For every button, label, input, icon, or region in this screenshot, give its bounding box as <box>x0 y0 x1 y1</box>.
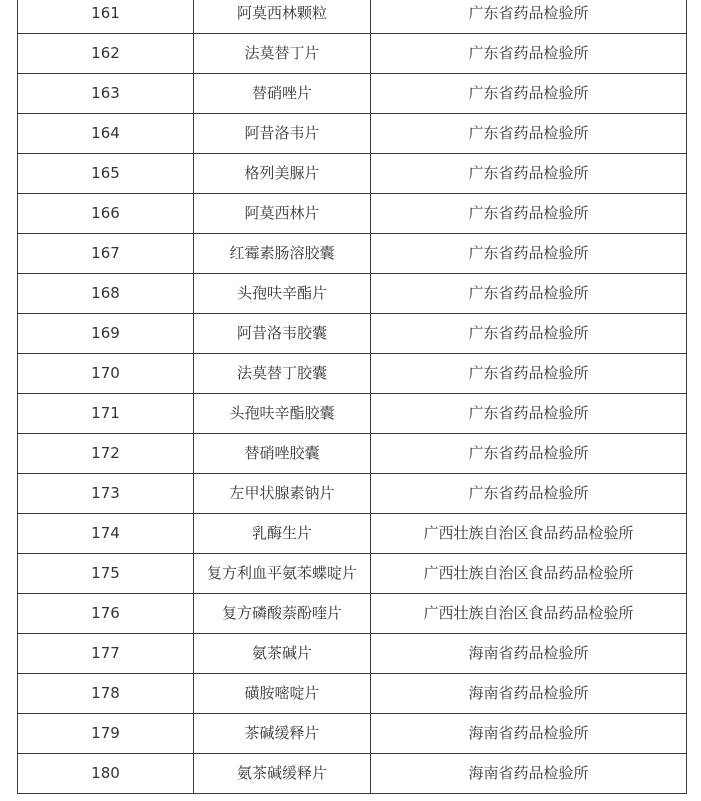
table-row <box>18 554 687 594</box>
row-number-text: 165 <box>91 164 120 182</box>
inspection-lab-text: 广东省药品检验所 <box>468 124 589 142</box>
inspection-lab-text: 广东省药品检验所 <box>468 324 589 342</box>
drug-name-text: 左甲状腺素钠片 <box>229 484 335 502</box>
row-number-cell <box>18 674 194 714</box>
row-number-cell <box>18 554 194 594</box>
inspection-lab-text: 广东省药品检验所 <box>468 484 589 502</box>
row-number-text: 173 <box>91 484 120 502</box>
drug-name-cell <box>194 34 371 74</box>
drug-name-cell <box>194 234 371 274</box>
inspection-lab-text: 广东省药品检验所 <box>468 204 589 222</box>
inspection-lab-cell <box>371 194 687 234</box>
drug-name-cell <box>194 594 371 634</box>
drug-name-text: 阿昔洛韦胶囊 <box>236 324 327 342</box>
row-number-cell <box>18 594 194 634</box>
row-number-text: 174 <box>91 524 120 542</box>
inspection-lab-cell <box>371 394 687 434</box>
drug-inspection-table <box>17 0 687 794</box>
table-row <box>18 354 687 394</box>
drug-name-text: 法莫替丁片 <box>244 44 320 62</box>
row-number-cell <box>18 394 194 434</box>
row-number-cell <box>18 754 194 794</box>
inspection-lab-text: 海南省药品检验所 <box>468 684 589 702</box>
drug-name-text: 红霉素肠溶胶囊 <box>229 244 335 262</box>
drug-name-text: 氨茶碱片 <box>251 644 312 662</box>
drug-name-text: 复方利血平氨苯蝶啶片 <box>206 564 357 582</box>
drug-name-text: 磺胺嘧啶片 <box>244 684 320 702</box>
inspection-lab-cell <box>371 154 687 194</box>
table-row <box>18 314 687 354</box>
row-number-cell <box>18 314 194 354</box>
row-number-cell <box>18 154 194 194</box>
drug-name-cell <box>194 394 371 434</box>
drug-name-text: 替硝唑胶囊 <box>244 444 320 462</box>
row-number-text: 180 <box>91 764 120 782</box>
inspection-lab-text: 广西壮族自治区食品药品检验所 <box>423 564 634 582</box>
drug-name-text: 替硝唑片 <box>251 84 312 102</box>
inspection-lab-text: 广东省药品检验所 <box>468 364 589 382</box>
drug-name-text: 阿莫西林片 <box>244 204 320 222</box>
inspection-lab-text: 广东省药品检验所 <box>468 164 589 182</box>
inspection-lab-cell <box>371 0 687 34</box>
inspection-lab-text: 广东省药品检验所 <box>468 44 589 62</box>
table-row <box>18 234 687 274</box>
table-row <box>18 514 687 554</box>
drug-name-cell <box>194 554 371 594</box>
table-row <box>18 714 687 754</box>
row-number-text: 170 <box>91 364 120 382</box>
drug-name-text: 氨茶碱缓释片 <box>236 764 327 782</box>
inspection-lab-cell <box>371 114 687 154</box>
inspection-lab-cell <box>371 514 687 554</box>
drug-name-cell <box>194 314 371 354</box>
row-number-text: 162 <box>91 44 120 62</box>
inspection-lab-text: 广东省药品检验所 <box>468 84 589 102</box>
row-number-cell <box>18 74 194 114</box>
drug-name-cell <box>194 194 371 234</box>
row-number-cell <box>18 194 194 234</box>
row-number-text: 172 <box>91 444 120 462</box>
inspection-lab-cell <box>371 474 687 514</box>
inspection-lab-cell <box>371 634 687 674</box>
drug-name-cell <box>194 474 371 514</box>
inspection-lab-cell <box>371 74 687 114</box>
inspection-lab-text: 广东省药品检验所 <box>468 444 589 462</box>
row-number-text: 168 <box>91 284 120 302</box>
drug-name-cell <box>194 114 371 154</box>
inspection-lab-text: 海南省药品检验所 <box>468 764 589 782</box>
inspection-lab-cell <box>371 434 687 474</box>
table-row <box>18 114 687 154</box>
table-row <box>18 154 687 194</box>
row-number-cell <box>18 354 194 394</box>
row-number-text: 179 <box>91 724 120 742</box>
inspection-lab-cell <box>371 714 687 754</box>
drug-name-text: 头孢呋辛酯片 <box>236 284 327 302</box>
row-number-text: 171 <box>91 404 120 422</box>
row-number-cell <box>18 434 194 474</box>
drug-name-cell <box>194 274 371 314</box>
drug-name-cell <box>194 674 371 714</box>
drug-inspection-table-container <box>17 0 686 794</box>
row-number-text: 177 <box>91 644 120 662</box>
table-body <box>18 0 687 794</box>
inspection-lab-text: 海南省药品检验所 <box>468 724 589 742</box>
row-number-cell <box>18 34 194 74</box>
drug-name-cell <box>194 634 371 674</box>
drug-name-text: 阿昔洛韦片 <box>244 124 320 142</box>
row-number-text: 163 <box>91 84 120 102</box>
table-row <box>18 74 687 114</box>
drug-name-cell <box>194 354 371 394</box>
inspection-lab-cell <box>371 234 687 274</box>
row-number-cell <box>18 234 194 274</box>
table-row <box>18 194 687 234</box>
inspection-lab-text: 广西壮族自治区食品药品检验所 <box>423 524 634 542</box>
table-row <box>18 394 687 434</box>
drug-name-cell <box>194 514 371 554</box>
inspection-lab-cell <box>371 274 687 314</box>
drug-name-text: 格列美脲片 <box>244 164 320 182</box>
drug-name-text: 茶碱缓释片 <box>244 724 320 742</box>
drug-name-cell <box>194 754 371 794</box>
row-number-cell <box>18 714 194 754</box>
inspection-lab-cell <box>371 34 687 74</box>
table-row <box>18 594 687 634</box>
row-number-text: 178 <box>91 684 120 702</box>
inspection-lab-cell <box>371 754 687 794</box>
row-number-cell <box>18 634 194 674</box>
inspection-lab-text: 广东省药品检验所 <box>468 4 589 22</box>
inspection-lab-text: 广东省药品检验所 <box>468 244 589 262</box>
drug-name-text: 头孢呋辛酯胶囊 <box>229 404 335 422</box>
table-row <box>18 754 687 794</box>
row-number-cell <box>18 474 194 514</box>
row-number-cell <box>18 0 194 34</box>
drug-name-cell <box>194 74 371 114</box>
table-row <box>18 674 687 714</box>
drug-name-cell <box>194 714 371 754</box>
row-number-cell <box>18 514 194 554</box>
inspection-lab-cell <box>371 554 687 594</box>
drug-name-text: 阿莫西林颗粒 <box>236 4 327 22</box>
row-number-text: 164 <box>91 124 120 142</box>
drug-name-text: 法莫替丁胶囊 <box>236 364 327 382</box>
table-row <box>18 274 687 314</box>
inspection-lab-text: 广东省药品检验所 <box>468 284 589 302</box>
inspection-lab-text: 广东省药品检验所 <box>468 404 589 422</box>
inspection-lab-text: 广西壮族自治区食品药品检验所 <box>423 604 634 622</box>
drug-name-cell <box>194 154 371 194</box>
row-number-text: 161 <box>91 4 120 22</box>
drug-name-text: 复方磷酸萘酚喹片 <box>221 604 342 622</box>
table-row <box>18 34 687 74</box>
table-row <box>18 474 687 514</box>
row-number-text: 176 <box>91 604 120 622</box>
drug-name-cell <box>194 434 371 474</box>
inspection-lab-cell <box>371 674 687 714</box>
table-row <box>18 0 687 34</box>
drug-name-text: 乳酶生片 <box>251 524 312 542</box>
drug-name-cell <box>194 0 371 34</box>
table-row <box>18 634 687 674</box>
inspection-lab-cell <box>371 314 687 354</box>
inspection-lab-cell <box>371 354 687 394</box>
row-number-text: 175 <box>91 564 120 582</box>
table-row <box>18 434 687 474</box>
inspection-lab-text: 海南省药品检验所 <box>468 644 589 662</box>
row-number-cell <box>18 274 194 314</box>
row-number-text: 167 <box>91 244 120 262</box>
row-number-text: 166 <box>91 204 120 222</box>
row-number-text: 169 <box>91 324 120 342</box>
row-number-cell <box>18 114 194 154</box>
inspection-lab-cell <box>371 594 687 634</box>
